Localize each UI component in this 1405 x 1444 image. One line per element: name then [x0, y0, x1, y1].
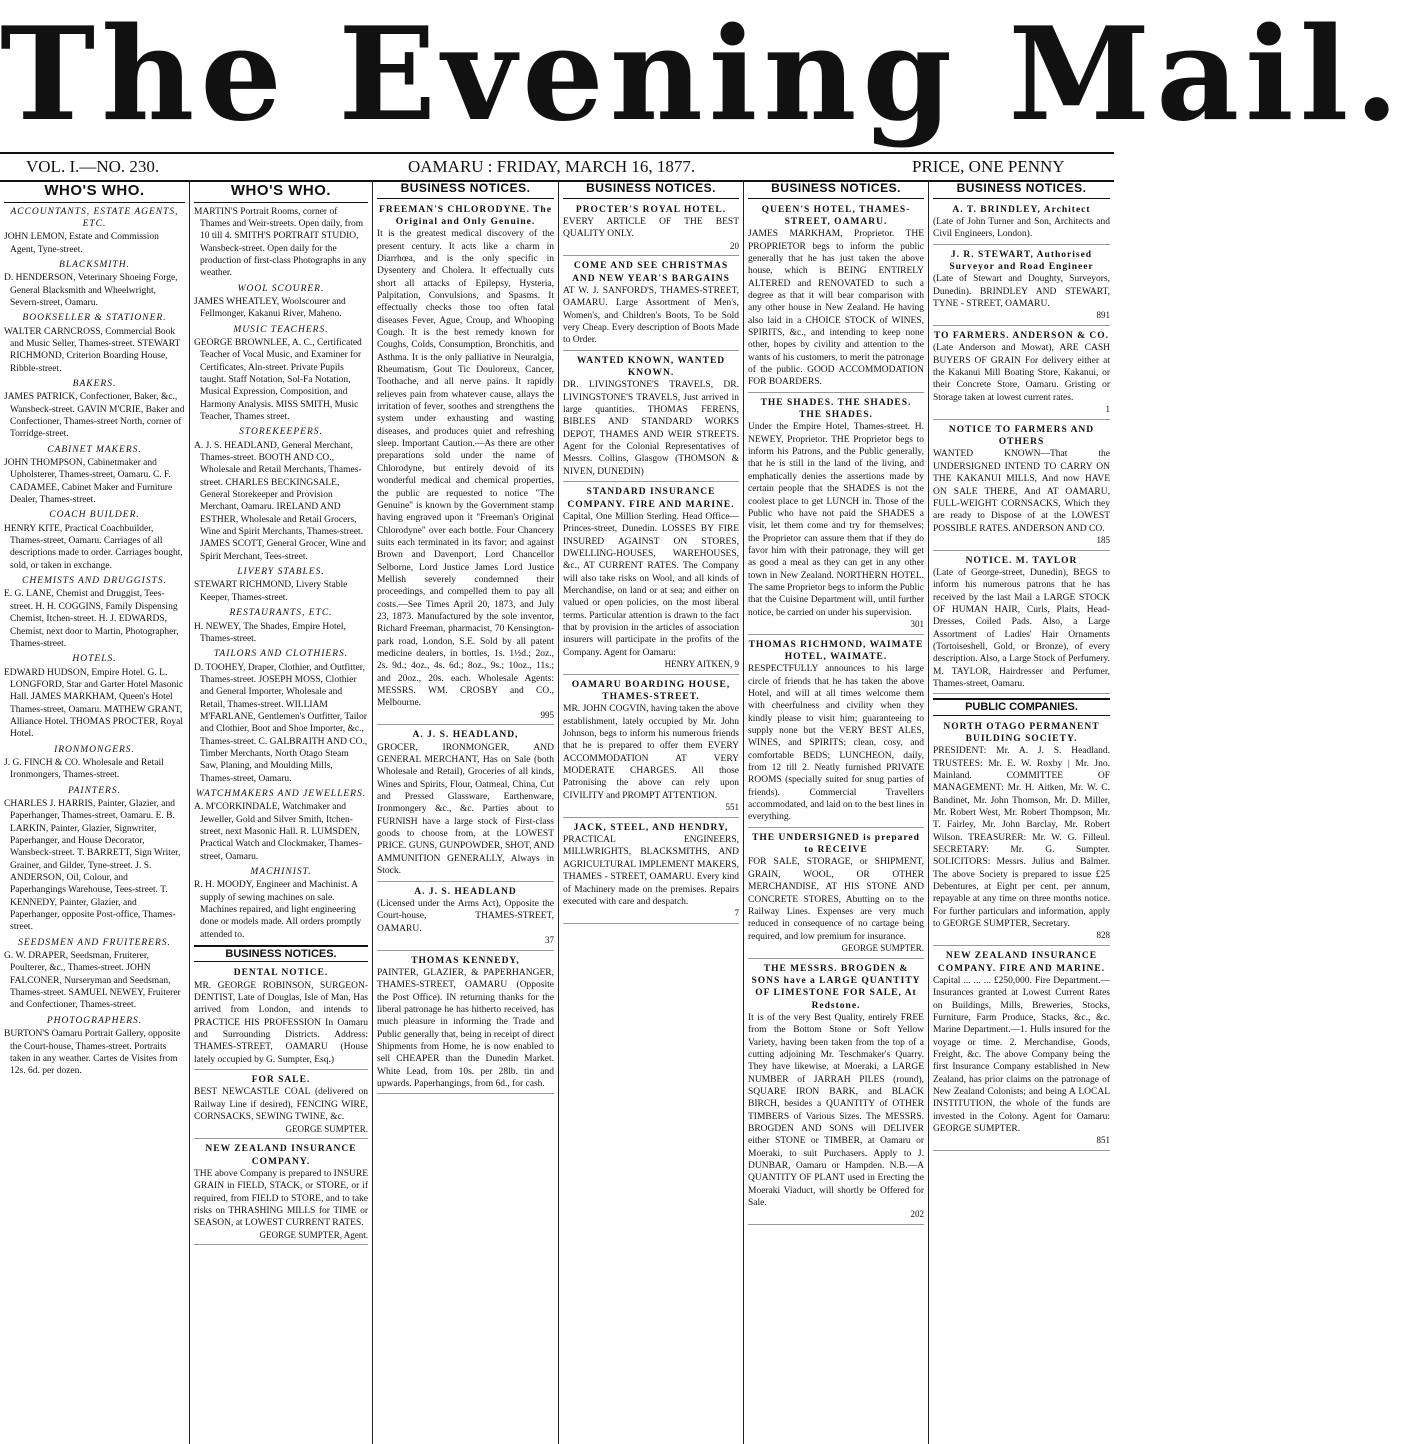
advertisement-title: NEW ZEALAND INSURANCE COMPANY. [205, 1144, 357, 1167]
directory-entry [4, 744, 185, 782]
advertisement [933, 247, 1110, 326]
advertisement-body: (Late of Stewart and Doughty, Surveyors, Dunedin). BRINDLEY AND STEWART, TYNE - STREET, OAMARU. [933, 274, 1110, 309]
advertisement [933, 202, 1110, 245]
directory-listing: G. W. DRAPER, Seedsman, Fruiterer, Poulterer, &c., Thames-street. JOHN FALCONER, Nurseryman and Seedsman, Thames-street. SAMUEL NEWEY, Fruiterer and Confectioner, Thames-street. [4, 951, 181, 1011]
advertisement [748, 202, 924, 393]
advertisement-signature: 851 [1096, 1135, 1110, 1146]
advertisement-title: FREEMAN'S CHLORODYNE. The Original and Only Genuine. [379, 204, 552, 227]
directory-listing: D. TOOHEY, Draper, Clothier, and Outfitter, Thames-street. JOSEPH MOSS, Clothier and General Importer, Wholesale and Retail, Thames-street. WILLIAM M'FARLANE, Gentlemen's Outfitter, Tailor and Clothier, Boot and Shoe Importer, &c., Thames-street. C. GALBRAITH AND CO., Timber Merchants, North Otago Steam Saw, Planing, and Moulding Mills, Thames-street, Oamaru. [194, 662, 368, 784]
advertisement-title: NOTICE TO FARMERS AND OTHERS [948, 424, 1095, 448]
advertisement-signature: 301 [910, 618, 924, 629]
directory-entry [194, 283, 368, 321]
column-4 [559, 180, 744, 1444]
directory-entry [4, 378, 185, 441]
advertisement [563, 484, 739, 675]
directory-listing: JOHN THOMPSON, Cabinetmaker and Upholsterer, Thames-street, Oamaru. C. F. CADAMEE, Cabinet Maker and Furniture Dealer, Thames-street. [4, 458, 173, 506]
advertisement-title: PROCTER'S ROYAL HOTEL. [575, 204, 727, 215]
advertisement-title: QUEEN'S HOTEL, THAMES-STREET, OAMARU. [761, 204, 911, 227]
directory-listing: BURTON'S Oamaru Portrait Gallery, opposite the Court-house, Thames-street. Portraits taken in any weather. Cartes de Visites from 12s. 6d. per dozen. [4, 1029, 181, 1077]
dateline [0, 152, 1114, 182]
directory-category: PHOTOGRAPHERS. [46, 1015, 143, 1026]
directory-category: CHEMISTS AND DRUGGISTS. [21, 576, 167, 587]
directory-entry [4, 312, 185, 375]
advertisement-signature: GEORGE SUMPTER. [285, 1123, 368, 1134]
advertisement-title: A. T. BRINDLEY, Architect [952, 204, 1091, 215]
advertisement-signature: GEORGE SUMPTER, Agent. [259, 1229, 368, 1240]
directory-listing: R. H. MOODY, Engineer and Machinist. A supply of sewing machines on sale. Machines repaired, and light engineering done or models made. All orders promptly attended to. [194, 880, 362, 940]
directory-entry [4, 259, 185, 309]
directory-category: WATCHMAKERS AND JEWELLERS. [195, 788, 367, 799]
advertisement-signature: 1 [1105, 404, 1110, 415]
column-1 [0, 180, 190, 1444]
directory-entry [4, 206, 185, 256]
advertisement [377, 727, 554, 881]
advertisement [194, 1072, 368, 1139]
advertisement [748, 637, 924, 828]
advertisement-title: THE UNDERSIGNED is prepared to RECEIVE [752, 832, 920, 856]
advertisement-title: NORTH OTAGO PERMANENT BUILDING SOCIETY. [943, 721, 1100, 744]
advertisement [563, 677, 739, 818]
advertisement-title: WANTED KNOWN, WANTED KNOWN. [576, 355, 726, 379]
advertisement-title: OAMARU BOARDING HOUSE, THAMES-STREET. [571, 679, 731, 702]
directory-category: WOOL SCOURER. [237, 283, 325, 294]
advertisement-signature: 995 [540, 709, 554, 720]
directory-listing: EDWARD HUDSON, Empire Hotel. G. L. LONGFORD, Star and Garter Hotel Masonic Hall. JAMES MARKHAM, Queen's Hotel Thames-street, Oamaru. MATHEW GRANT, Alliance Hotel. THOMAS PROCTER, Royal Hotel. [4, 667, 184, 740]
directory-entry [194, 607, 368, 645]
advertisement-title: COME AND SEE CHRISTMAS AND NEW YEAR'S BARGAINS [572, 261, 730, 284]
directory-category: RESTAURANTS, ETC. [229, 608, 333, 619]
directory-listing: JAMES WHEATLEY, Woolscourer and Fellmonger, Kakanui River, Maheno. [194, 296, 346, 320]
advertisement-signature: 551 [725, 802, 739, 813]
advertisement [933, 719, 1110, 947]
advertisement [563, 820, 739, 924]
advertisement [377, 884, 554, 951]
advertisement-body: Capital, One Million Sterling. Head Office—Princes-street, Dunedin. LOSSES BY FIRE INSURED AGAINST ON STORES, DWELLING-HOUSES, WAREHOUSES, &c., AT CURRENT RATES. The Company will also take risks on Wool, and all kinds of Merchandise, on land or at sea; and either on valued or open policies, on the most liberal terms. Particular attention is drawn to the fact that by provision in the articles of association insurers will participate in the profits of the Company. Agent for Oamaru: [563, 511, 739, 658]
advertisement [933, 328, 1110, 420]
advertisement-body: (Late of John Turner and Son, Architects and Civil Engineers, London). [933, 216, 1110, 240]
directory-listing: A. J. S. HEADLAND, General Merchant, Thames-street. BOOTH AND CO., Wholesale and Retail Merchants, Thames-street. CHARLES BECKINGSALE, General Storekeeper and Provision Merchant, Oamaru. IRELAND AND ESTHER, Wholesale and Retail Grocers, Wine and Spirit Merchants, Thames-street. JAMES SCOTT, General Grocer, Wine and Spirit Merchant, Tees-street. [194, 440, 366, 562]
directory-listing: WALTER CARNCROSS, Commercial Book and Music Seller, Thames-street. STEWART RICHMOND, Criterion Boarding House, Ribble-street. [4, 326, 181, 374]
advertisement-title: DENTAL NOTICE. [233, 968, 329, 979]
directory-entry [194, 866, 368, 941]
advertisement-body: MR. GEORGE ROBINSON, SURGEON-DENTIST, Late of Douglas, Isle of Man, Has arrived from London, and intends to PRACTICE HIS PROFESSION In Oamaru and Surrounding Districts. Address: THAMES-STREET, OAMARU (House lately occupied by G. Sumpter, Esq.) [194, 980, 368, 1065]
column-heading: BUSINESS NOTICES. [748, 180, 924, 199]
advertisement-title: TO FARMERS. ANDERSON & CO. [933, 331, 1110, 342]
directory-entry [194, 788, 368, 863]
advertisement-body: JAMES MARKHAM, Proprietor. THE PROPRIETOR begs to inform the public generally that he has just taken the above house, which is BEING ENTIRELY ALTERED and RENOVATED to such a degree as that it will bear comparison with any other house in New Zealand. He having also laid in a CHOICE STOCK of WINES, SPIRITS, &c., and intending to keep none other, hopes by civility and attention to the wants of his customers, to merit the patronage of the public. GOOD ACCOMMODATION FOR BOARDERS. [748, 229, 924, 388]
advertisement-title: FOR SALE. [251, 1075, 311, 1086]
advertisement-body: (Late of George-street, Dunedin), BEGS to inform his numerous patrons that he has received by the last Mail a LARGE STOCK OF HUMAN HAIR, Curls, Plaits, Head-Dresses, Coiled Pads. Also, a Large Assortment of Ladies' Hair Ornaments (Tortoiseshell, Gold, or Bronze), of every description. Also, a Large Stock of Perfumery. M. TAYLOR, Hairdresser and Perfumer, Thames-street, Oamaru. [933, 567, 1110, 689]
directory-category: BLACKSMITH. [59, 259, 130, 270]
advertisement-signature: HENRY AITKEN, 9 [664, 658, 739, 669]
advertisement [377, 202, 554, 726]
advertisement-signature: GEORGE SUMPTER. [841, 942, 924, 953]
advertisement [933, 553, 1110, 695]
directory-entry [194, 426, 368, 563]
advertisement-title: STANDARD INSURANCE COMPANY. FIRE AND MARINE. [567, 487, 735, 510]
directory-listing: STEWART RICHMOND, Livery Stable Keeper, Thames-street. [194, 580, 348, 603]
advertisement-title: THOMAS RICHMOND, WAIMATE HOTEL, WAIMATE. [748, 639, 924, 662]
advertisement [194, 1141, 368, 1245]
advertisement-body: WANTED KNOWN—That the UNDERSIGNED INTEND TO CARRY ON THE KAKANUI MILLS, And now HAVE ON SALE THERE, And AT OAMARU, FULL-WEIGHT CORNSACKS, Which they are ready to Dispose of at the LOWEST POSSIBLE RATES. ANDERSON AND CO. [933, 449, 1110, 534]
directory-listing: H. NEWEY, The Shades, Empire Hotel, Thames-street. [194, 621, 346, 644]
directory-listing: JOHN LEMON, Estate and Commission Agent, Tyne-street. [4, 232, 159, 255]
directory-category: MACHINIST. [250, 867, 312, 878]
advertisement-body: EVERY ARTICLE OF THE BEST QUALITY ONLY. [563, 216, 739, 240]
column-2 [190, 180, 373, 1444]
advertisement [748, 961, 924, 1226]
column-heading: WHO'S WHO. [194, 180, 368, 203]
directory-category: STOREKEEPERS. [239, 427, 323, 438]
advertisement-body: THE above Company is prepared to INSURE GRAIN in FIELD, STACK, or STORE, or if required, from FIELD to STORE, and to take risks on THRASHING MILLS for TIME or SEASON, at LOWEST CURRENT RATES. [194, 1168, 368, 1229]
advertisement-signature: 7 [734, 908, 739, 919]
advertisement [933, 948, 1110, 1151]
masthead-title: The Evening Mail. [0, 0, 1405, 150]
advertisement-body: (Late Anderson and Mowat), ARE CASH BUYERS OF GRAIN For delivery either at the Kakanui Mill Boating Store, Kakanui, or their Concrete Store, Oamaru. Gristing or Storage taken at lowest current rates. [933, 343, 1110, 403]
directory-category: HOTELS. [72, 654, 117, 665]
advertisement-title: THE MESSRS. BROGDEN & SONS have a LARGE QUANTITY OF LIMESTONE FOR SALE, At Redstone. [751, 963, 921, 1011]
directory-entry [4, 444, 185, 507]
advertisement-body: Capital ... ... ... £250,000. Fire Department.—Insurances granted at Lowest Current Rates on Buildings, Mills, Breweries, Stocks, Furniture, Farm Produce, Stacks, &c., &c. Marine Department.—1. Hulls insured for the voyage or time. 2. Merchandise, Goods, Freight, &c. The above Company being the first Insurance Company established in New Zealand, has prior claims on the patronage of New Zealand Colonists; and being A LOCAL INSTITUTION, the whole of the funds are invested in the Colony. Agent for Oamaru: GEORGE SUMPTER. [933, 975, 1110, 1134]
column-heading: BUSINESS NOTICES. [563, 180, 739, 199]
advertisement-body: (Licensed under the Arms Act), Opposite the Court-house, THAMES-STREET, OAMARU. [377, 898, 554, 934]
directory-entry [4, 509, 185, 572]
advertisement [563, 258, 739, 350]
advertisement-body: FOR SALE, STORAGE, or SHIPMENT, GRAIN, WOOL, OR OTHER MERCHANDISE, AT HIS STONE AND CONCRETE STORES, Abutting on to the Railway Lines. Expenses are very much reduced in consequence of no cartage being required, and low premium for insurance. [748, 857, 924, 942]
advertisement-title: A. J. S. HEADLAND [414, 886, 517, 897]
directory-listing: J. G. FINCH & CO. Wholesale and Retail Ironmongers, Thames-street. [4, 757, 164, 781]
directory-entry [194, 324, 368, 424]
directory-listing: GEORGE BROWNLEE, A. C., Certificated Teacher of Vocal Music, and Examiner for Certificates, Aln-street. Private Pupils taught. Staff Notation, Sol-Fa Notation, Musical Expression, Composition, and Harmony Analysis. MISS SMITH, Music Teacher, Thames street. [194, 337, 362, 422]
directory-entry [4, 785, 185, 934]
advertisement-body: It is of the very Best Quality, entirely FREE from the Bottom Stone or Soft Yellow Variety, having been taken from the top of a cutting adjoining Mr. Teschmaker's Quarry. They have likewise, at Moeraki, a LARGE NUMBER of JARRAH PILES (round), SQUARE IRON BARK, and BLACK BIRCH, besides a QUANTITY of OTHER TIMBERS of Various Sizes. The MESSRS. BROGDEN AND SONS will DELIVER either STONE or TIMBER, at Oamaru or Moeraki, to suit Purchasers. Apply to J. DUNBAR, Oamaru or Hampden. N.B.—A QUANTITY OF PLANT used in Erecting the Moeraki Viaduct, will shortly be Offered for Sale. [748, 1012, 924, 1209]
directory-category: LIVERY STABLES. [237, 567, 325, 578]
directory-category: ACCOUNTANTS, ESTATE AGENTS, ETC. [10, 206, 179, 229]
directory-entry [4, 937, 185, 1012]
advertisement-signature: 20 [730, 240, 739, 251]
advertisement-title: J. R. STEWART, Authorised Surveyor and Road Engineer [949, 249, 1094, 272]
column-3 [373, 180, 559, 1444]
directory-category: MUSIC TEACHERS. [233, 324, 329, 335]
advertisement [563, 353, 739, 482]
directory-category: COACH BUILDER. [49, 510, 140, 521]
directory-listing: JAMES PATRICK, Confectioner, Baker, &c., Wansbeck-street. GAVIN M'CRIE, Baker and Confectioner, Thames-street North, corner of Torridge-street. [4, 392, 185, 440]
advertisement-title: THOMAS KENNEDY, [411, 955, 520, 966]
advertisement-body: Under the Empire Hotel, Thames-street. H. NEWEY, Proprietor. THE Proprietor begs to inform his Patrons, and the Public generally, that he is still in the land of the living, and emphatically denies the assertions made by certain people that the SHADES is not the coolest place to get LUNCH in. Those of the Public who have not paid the SHADES a visit, let them come and try for themselves; the Proprietor can assure them that if they do favor him with their patronage, they will get as good a meal as they can get in any other town in New Zealand. NORTHERN HOTEL. The same Proprietor begs to inform the Public that the Cuisine Department will, until further notice, be carried on under his supervision. [748, 422, 924, 618]
advertisement-body: MR. JOHN COGVIN, having taken the above establishment, lately occupied by Mr. John Johnson, begs to inform his numerous friends that he is prepared to offer them EVERY ACCOMMODATION AT VERY MODERATE CHARGES. All those Patronising the above can rely upon CIVILITY and PROMPT ATTENTION. [563, 704, 739, 801]
columns [0, 180, 1114, 1444]
advertisement [748, 395, 924, 635]
advertisement-signature: 202 [910, 1209, 924, 1220]
advertisement-body: GROCER, IRONMONGER, AND GENERAL MERCHANT, Has on Sale (both Wholesale and Retail), Groceries of all kinds, Wines and Spirits, Flour, Oatmeal, China, Cut and Pressed Glassware, Earthenware, Ironmongery &c., &c. Parties about to FURNISH have a large stock of First-class goods to choose from, at the LOWEST PRICE. GUNS, GUNPOWDER, SHOT, AND AMMUNITION GENERALLY, Always in Stock. [377, 742, 554, 877]
directory-category: PAINTERS. [68, 785, 121, 796]
advertisement-body: DR. LIVINGSTONE'S TRAVELS, DR. LIVINGSTONE'S TRAVELS, Just arrived in large quantities. THOMAS FERENS, BIBLES AND STANDARD WORKS DEPOT, THAMES AND WEIR STREETS. Agent for the Colonial Representatives of Messrs. Collins, Glasgow (THOMSON & NIVEN, DUNEDIN) [563, 380, 739, 477]
directory-entry [4, 1015, 185, 1078]
column-6 [929, 180, 1114, 1444]
directory-category: BAKERS. [72, 378, 117, 389]
advertisement-body: AT W. J. SANFORD'S, THAMES-STREET, OAMARU. Large Assortment of Men's, Women's, and Children's Boots, To be Sold very Cheap. Every description of Boots Made to Order. [563, 286, 739, 346]
section-heading: PUBLIC COMPANIES. [933, 698, 1110, 715]
advertisement-signature: 891 [1096, 310, 1110, 321]
directory-listing: D. HENDERSON, Veterinary Shoeing Forge, General Blacksmith and Wheelwright, Severn-street, Oamaru. [4, 273, 178, 308]
directory-listing: HENRY KITE, Practical Coachbuilder, Thames-street, Oamaru. Carriages of all descriptions made to order. Carriages bought, sold, or taken in exchange. [4, 523, 183, 571]
advertisement-signature: 185 [1096, 534, 1110, 545]
directory-listing: A. M'CORKINDALE, Watchmaker and Jeweller, Gold and Silver Smith, Itchen-street, next Masonic Hall. R. LUMSDEN, Practical Watch and Clockmaker, Thames-street, Oamaru. [194, 802, 362, 862]
advertisement-title: A. J. S. HEADLAND, [412, 730, 519, 741]
advertisement [194, 965, 368, 1070]
column-heading: WHO'S WHO. [4, 180, 185, 203]
advertisement-signature: 37 [545, 934, 554, 945]
directory-category: IRONMONGERS. [54, 744, 135, 755]
advertisement-body: PRACTICAL ENGINEERS, MILLWRIGHTS, BLACKSMITHS, AND AGRICULTURAL IMPLEMENT MAKERS, THAMES - STREET, OAMARU. Every kind of Machinery made on the premises. Repairs executed with care and despatch. [563, 835, 739, 907]
directory-category: CABINET MAKERS. [47, 444, 142, 455]
directory-entry [194, 648, 368, 785]
advertisement [377, 953, 554, 1095]
volume-number: VOL. I.—NO. 230. [26, 157, 160, 176]
advertisement-title: THE SHADES. THE SHADES. THE SHADES. [760, 397, 912, 421]
advertisement [563, 202, 739, 257]
advertisement-title: NEW ZEALAND INSURANCE COMPANY. FIRE AND MARINE. [937, 951, 1106, 974]
directory-entry [194, 566, 368, 604]
directory-listing: E. G. LANE, Chemist and Druggist, Tees-street. H. H. COGGINS, Family Dispensing Chemist, Itchen-street. H. J. EDWARDS, Chemist, next door to Martin, Photographer, Thames-street. [4, 589, 179, 649]
section-heading: BUSINESS NOTICES. [194, 945, 368, 962]
directory-category: SEEDSMEN AND FRUITERERS. [18, 937, 171, 948]
directory-listing: CHARLES J. HARRIS, Painter, Glazier, and Paperhanger, Thames-street, Oamaru. E. B. LARKIN, Painter, Glazier, Signwriter, Paperhanger, and House Decorator, Wansbeck-street. T. BARRETT, Sign Writer, Grainer, and Gilder, Tyne-street. J. S. ANDERSON, Oil, Colour, and Paperhangings Warehouse, Tees-street. T. KENNEDY, Painter, Glazier, and Paperhanger, opposite Post-office, Thames-street. [4, 798, 181, 933]
advertisement [748, 830, 924, 959]
price: PRICE, ONE PENNY [912, 157, 1065, 176]
directory-entry [4, 575, 185, 650]
column-5 [744, 180, 929, 1444]
directory-category: BOOKSELLER & STATIONER. [22, 313, 167, 324]
advertisement [933, 422, 1110, 551]
place-date: OAMARU : FRIDAY, MARCH 16, 1877. [408, 157, 696, 176]
column-heading: BUSINESS NOTICES. [377, 180, 554, 199]
advertisement-title: NOTICE. M. TAYLOR [965, 555, 1078, 566]
advertisement-body: It is the greatest medical discovery of the present century. It acts like a charm in Diarrhœa, and is the only specific in Dysentery and Cholera. It effectually cuts short all attacks of Epilepsy, Hysteria, Palpitation, Convulsions, and Spasms. It effectually checks those too often fatal diseases Fever, Ague, Croup, and Whooping Cough. It is the best remedy known for Coughs, Colds, Consumption, Bronchitis, and Asthma. It is the only palliative in Neuralgia, Rheumatism, Gout Tic Douloreux, Cancer, Toothache, and all nerve pains. It rapidly relieves pain from whatever cause, allays the irritation of fever, soothes and strengthens the system under exhausting and wasting diseases, and produces quiet and refreshing sleep. Important Caution.—As there are other preparations sold under the name of Chlorodyne, but entirely devoid of its wonderful medical and chemical properties, the public are requested to notice "The Genuine" is known by the Government stamp having engraved upon it "Freeman's Original Chlorodyne" over each bottle. Four Chancery suits each terminated in its favor; and against Brown and Davenport, Lord Chancellor Selborne, Lord Justice James Lord Justice Mellish severely condemned their proceedings, and compelled them to pay all costs.—See Times April 20, 1873, and July 23, 1873. Manufactured by the sole inventor, Richard Freeman, pharmacist, 70 Kensington-park road, London, S.E. Sold by all patent medicine dealers, in bottles, 1s. 1½d.; 2oz., 2s. 9d.; 4oz., 4s. 6d.; 8oz., 9s.; 10oz., 11s.; and 20oz., 20s. each. Wholesale Agents: MESSRS. WM. CROSBY and CO., Melbourne. [377, 229, 554, 709]
directory-intro: MARTIN'S Portrait Rooms, corner of Thames and Weir-streets. Open daily, from 10 till 4. SMITH'S PORTRAIT STUDIO, Wansbeck-street. Open daily for the production of first-class Photographs in any weather. [194, 206, 367, 279]
directory-entry [4, 653, 185, 740]
advertisement-body: RESPECTFULLY announces to his large circle of friends that he has taken the above Hotel, and will at all times welcome them with cheerfulness and civility when they kindly please to visit him; guaranteeing to supply none but the VERY BEST ALES, WINES, and SPIRITS; clean, cosy, and comfortable BEDS; LUNCHEON, daily, from 12 till 2. Neatly furnished PRIVATE ROOMS (specially suited for snug parties of friends). Commercial Travellers accommodated, and laid on to the best lines in everything. [748, 664, 924, 823]
advertisement-signature: 828 [1096, 930, 1110, 941]
directory-category: TAILORS AND CLOTHIERS. [213, 649, 349, 660]
advertisement-body: BEST NEWCASTLE COAL (delivered on Railway Line if desired), FENCING WIRE, CORNSACKS, SEWING TWINE, &c. [194, 1087, 368, 1123]
advertisement-body: PAINTER, GLAZIER, & PAPERHANGER, THAMES-STREET, OAMARU (Opposite the Post Office). IN returning thanks for the liberal patronage he has hitherto received, has much pleasure in informing the Trade and Public generally that, being in receipt of direct Shipments from Home, he is now enabled to sell CHEAPER than the Dunedin Market. White Lead, from 10s. per 28lb. tin and upwards. Paperhangings, from 6d., for cash. [377, 967, 554, 1089]
advertisement-body: PRESIDENT: Mr. A. J. S. Headland. TRUSTEES: Mr. E. W. Roxby | Mr. Jno. Mainland. COMMITTEE OF MANAGEMENT: Mr. H. Aitken, Mr. W. C. Bandinet, Mr. John Thomson, Mr. D. Miller, Mr. Robert West, Mr. Robert Thompson, Mr. T. Fairley, Mr. John Barclay, Mr. Robert Wilson. TREASURER: Mr. W. G. Filleul. SECRETARY: Mr. G. Sumpter. SOLICITORS: Messrs. Julius and Balmer. The above Society is prepared to issue £25 Debentures, at Eight per cent. per annum, repayable at any time on three months notice. For further particulars and information, apply to GEORGE SUMPTER, Secretary. [933, 746, 1110, 930]
advertisement-title: JACK, STEEL, AND HENDRY, [573, 822, 729, 833]
column-heading: BUSINESS NOTICES. [933, 180, 1110, 199]
